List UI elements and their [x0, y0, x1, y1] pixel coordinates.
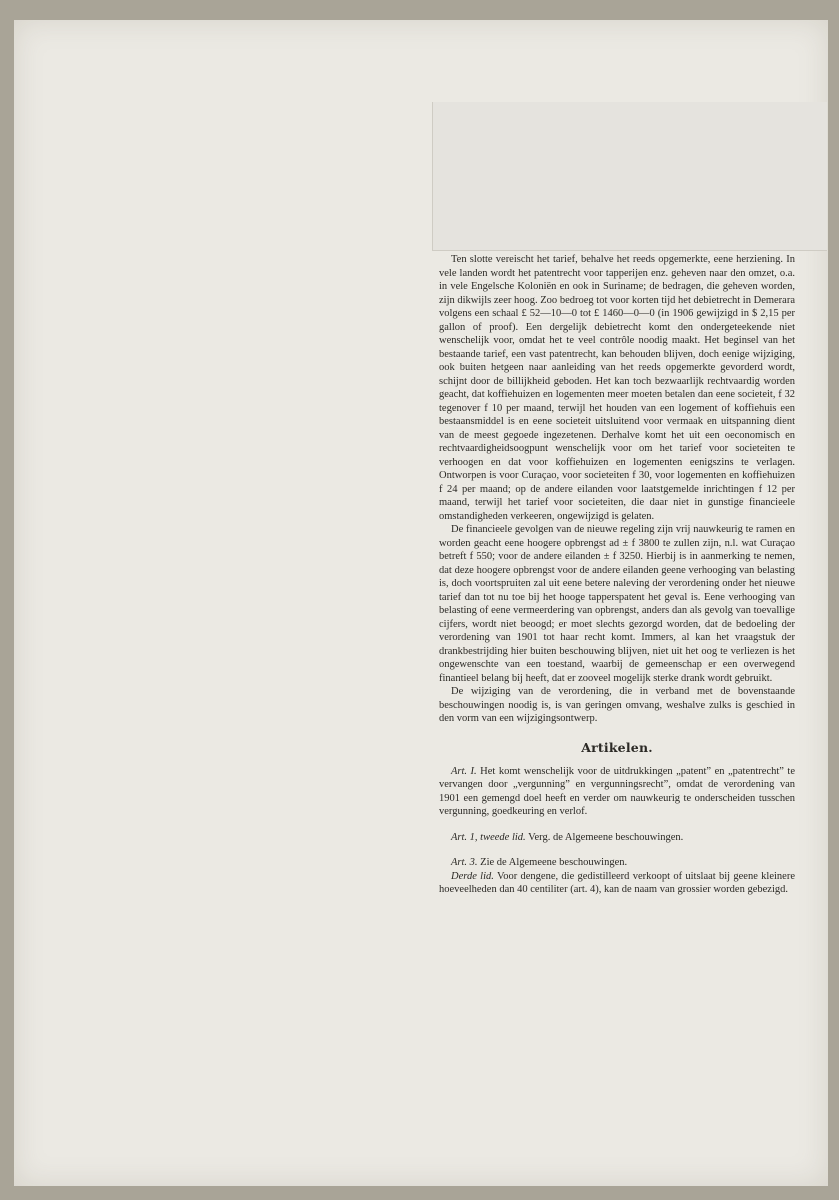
- document-page: [14, 20, 828, 1186]
- article-label: Art. I.: [451, 765, 477, 777]
- article-text: Het komt wenschelijk voor de uitdrukkingen „patent” en „patentrecht” te vervangen door „vergunning” en vergunningsrecht”, omdat de verordening van 1901 een gemengd doel heeft en verder om nauwkeurig te onderscheiden tusschen vergunning, goedkeuring en verlof.: [439, 765, 796, 817]
- article-label: Art. 1, tweede lid.: [451, 831, 526, 843]
- pasted-paper-slip: [432, 102, 827, 251]
- body-paragraph-tariff: Ten slotte vereischt het tarief, behalve het reeds opgemerkte, eene herziening. In vele landen wordt het patentrecht voor tapperijen enz. geheven naar den omzet, o.a. in vele Engelsche Koloniën en ook in Suriname; de bedragen, die geheven worden, zijn dikwijls zeer hoog. Zoo bedroeg tot voor korten tijd het debietrecht in Demerara volgens een schaal £ 52—10—0 tot £ 1460—0—0 (in 1906 gewijzigd in $ 2,15 per gallon of proof). Een dergelijk debietrecht komt den ondergeteekende niet wenschelijk voor, omdat het te veel contrôle noodig maakt. Het beginsel van het bestaande tarief, een vast patentrecht, kan behouden blijven, doch eenige wijziging, ook buiten hetgeen naar aanleiding van het reeds opgemerkte gevorderd wordt, schijnt door de billijkheid geboden. Het kan toch bezwaarlijk rechtvaardig worden geacht, dat koffiehuizen en logementen meer moeten betalen dan eene societeit, f 32 tegenover f 10 per maand, terwijl het houden van een logement of koffiehuis een bestaansmiddel is en eene societeit uitsluitend voor vermaak en uitspanning dient van de meest gegoede ingezetenen. Derhalve komt het uit een oeconomisch en rechtvaardigheidsoogpunt wenschelijk voor om het tarief voor societeiten te verhoogen en dat voor koffiehuizen en logementen eenigszins te verlagen. Ontworpen is voor Curaçao, voor societeiten f 30, voor logementen en koffiehuizen f 24 per maand; op de andere eilanden voor laatstgemelde inrichtingen f 12 per maand, terwijl het tarief voor societeiten, die daar niet in gunstige financieele omstandigheden verkeeren, ongewijzigd is gelaten.: [439, 254, 795, 522]
- article-1-second-clause: [439, 831, 795, 845]
- article-text: Zie de Algemeene beschouwingen.: [480, 857, 628, 868]
- article-3: [439, 856, 795, 870]
- body-paragraph-amendment: De wijziging van de verordening, die in verband met de bovenstaande beschouwingen noodig is, is van geringen omvang, weshalve zulks is geschied in den vorm van een wijzigingsontwerp.: [439, 686, 795, 724]
- section-heading: Artikelen.: [581, 739, 653, 755]
- article-3-third-clause: [439, 870, 795, 897]
- article-text: Verg. de Algemeene beschouwingen.: [528, 831, 684, 843]
- body-paragraph-financial: De financieele gevolgen van de nieuwe regeling zijn vrij nauwkeurig te ramen en worden geacht eene hoogere opbrengst ad ± f 3800 te zullen zijn, n.l. wat Curaçao betreft f 550; voor de andere eilanden ± f 3250. Hierbij is in aanmerking te nemen, dat deze hoogere opbrengst voor de andere eilanden geene verhooging van belasting is, doch voortspruiten zal uit eene betere naleving der verordening onder het nieuwe tarief dan tot nu toe bij het hooge tapperspatent het geval is. Eene verhooging van belasting of eene vermeerdering van opbrengst, anders dan als gevolg van toevallige cijfers, wordt niet beoogd; er moet slechts gezorgd worden, dat de bedoeling der verordening van 1901 tot haar recht komt. Immers, al kan het vraagstuk der drankbestrijding hier buiten beschouwing blijven, niet uit het oog te verliezen is het ongewenschte van een toestand, waarbij de gemeenschap er een overwegend finantieel belang bij heeft, dat er zooveel mogelijk sterke drank wordt gebruikt.: [439, 524, 795, 684]
- article-label: Derde lid.: [451, 870, 494, 882]
- article-text: Voor dengene, die gedistilleerd verkoopt of uitslaat bij geene kleinere hoeveelheden dan 40 centiliter (art. 4), kan de naam van grossier worden gebezigd.: [439, 870, 795, 895]
- article-1: [439, 765, 795, 819]
- text-column: [439, 253, 795, 897]
- article-label: Art. 3.: [451, 857, 478, 868]
